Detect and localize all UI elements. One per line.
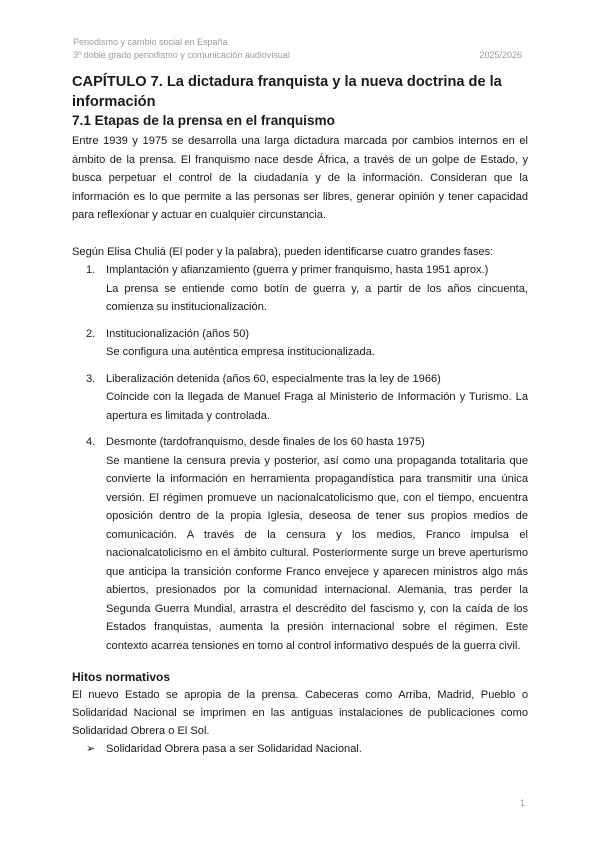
hitos-title: Hitos normativos xyxy=(72,670,171,684)
hitos-paragraph: El nuevo Estado se apropia de la prensa. Cabeceras como Arriba, Madrid, Pueblo o Solidaridad Nacional se imprimen en las antiguas instalaciones de publicaciones como Solidaridad Obrera o El Sol. xyxy=(72,689,528,737)
phase-item xyxy=(72,370,528,426)
chapter-title: CAPÍTULO 7. La dictadura franquista y la nueva doctrina de la información xyxy=(72,74,502,110)
phases-list xyxy=(72,261,528,655)
page-header xyxy=(73,36,522,62)
phase-text: Se mantiene la censura previa y posterior, así como una propaganda totalitaria que convierte la información en herramienta propagandística para transmitir una única versión. El régimen promueve un nacionalcatolicismo que, con el tiempo, encuentra oposición dentro de la propia Iglesia, deseosa de tener sus propios medios de comunicación. A través de la censura y los medios, Franco impulsa el nacionalcatolicismo en el ámbito cultural. Posteriormente surge un breve aperturismo que anticipa la transición conforme Franco envejece y aparecen ministros algo más abiertos, presionados por la comunidad internacional. Alemania, tras perder la Segunda Guerra Mundial, arrastra el descrédito del fascismo y, con la caída de los Estados franquistas, aumenta la presión internacional sobre el régimen. Este contexto acarrea tensiones en torno al control informativo después de la guerra civil. xyxy=(106,454,528,652)
phase-number: 2. xyxy=(86,327,96,340)
phase-title: Desmonte (tardofranquismo, desde finales de los 60 hasta 1975) xyxy=(106,436,425,448)
header-row xyxy=(73,49,522,62)
hitos-section xyxy=(72,669,528,758)
phase-title: Institucionalización (años 50) xyxy=(106,327,250,340)
page-number: 1 xyxy=(519,798,525,808)
header-year: 2025/2026 xyxy=(479,50,522,60)
phases-intro: Según Elisa Chuliá (El poder y la palabra), pueden identificarse cuatro grandes fases: xyxy=(72,245,494,258)
phase-text: Coincide con la llegada de Manuel Fraga al Ministerio de Información y Turismo. La apertura es limitada y controlada. xyxy=(106,391,528,422)
phase-text: La prensa se entiende como botín de guerra y, a partir de los años cincuenta, comienza su institucionalización. xyxy=(106,282,528,313)
phase-item xyxy=(72,433,528,655)
phase-text: Se configura una auténtica empresa institucionalizada. xyxy=(106,346,375,358)
section-title: 7.1 Etapas de la prensa en el franquismo xyxy=(72,113,335,128)
phase-item xyxy=(72,261,528,317)
page-content xyxy=(72,72,528,758)
arrow-bullet-item xyxy=(86,740,528,758)
phase-number: 1. xyxy=(86,264,96,276)
phase-title: Implantación y afianzamiento (guerra y primer franquismo, hasta 1951 aprox.) xyxy=(106,264,489,276)
phase-number: 3. xyxy=(86,372,96,385)
header-course-title: Periodismo y cambio social en España xyxy=(73,37,228,47)
header-degree: 3º doble grado periodismo y comunicación audiovisual xyxy=(73,50,290,60)
phase-number: 4. xyxy=(86,436,96,448)
arrow-bullet-text: Solidaridad Obrera pasa a ser Solidaridad Nacional. xyxy=(106,743,362,755)
arrow-bullet-icon: ➢ xyxy=(86,743,96,755)
intro-paragraph: Entre 1939 y 1975 se desarrolla una larga dictadura marcada por cambios internos en el ámbito de la prensa. El franquismo nace desde África, a través de un golpe de Estado, y busca perpetuar el control de la ciudadanía y de la información. Consideran que la información es lo que permite a las personas ser libres, generar opinión y tener capacidad para reflexionar y actuar en cualquier circunstancia. xyxy=(72,135,528,221)
phase-title: Liberalización detenida (años 60, especialmente tras la ley de 1966) xyxy=(106,372,441,385)
phase-item xyxy=(72,325,528,362)
